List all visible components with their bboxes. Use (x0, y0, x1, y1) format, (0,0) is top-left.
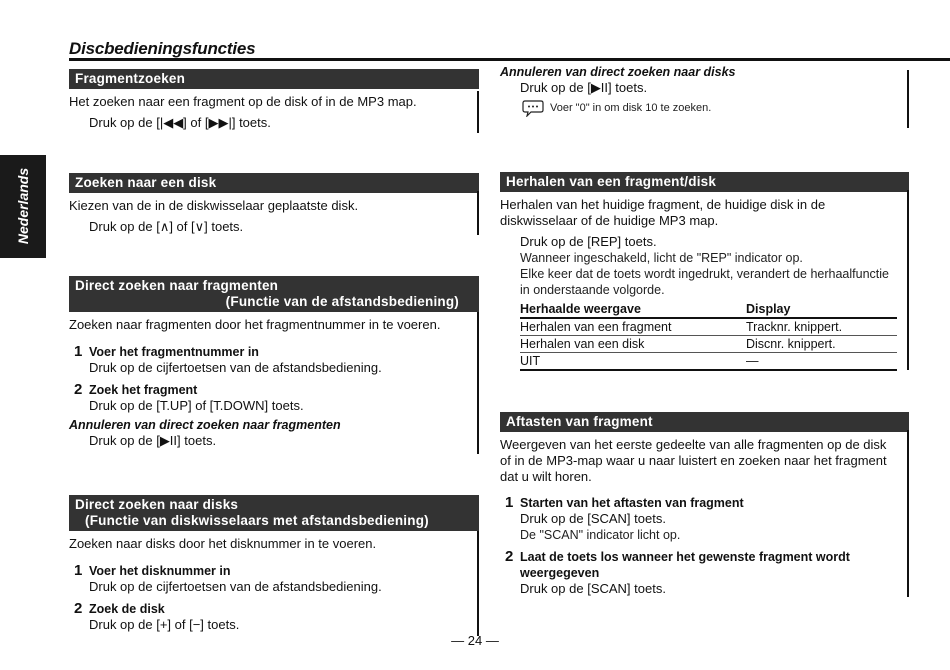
step-title: Zoek de disk (89, 602, 165, 616)
section-description: Zoeken naar disks door het disknummer in te voeren. (69, 536, 377, 551)
section-instruction: Druk op de [|◀◀] of [▶▶|] toets. (89, 115, 271, 130)
step-text: Druk op de [SCAN] toets. (520, 581, 666, 596)
instruction-detail-1: Wanneer ingeschakeld, licht de "REP" indicator op. (520, 251, 803, 265)
section-divider (477, 91, 479, 133)
cancel-text: Druk op de [▶II] toets. (89, 433, 217, 448)
step-1 (69, 563, 479, 595)
section-aftasten (500, 412, 909, 597)
step-1 (69, 344, 479, 376)
table-row (520, 353, 897, 371)
step-number: 2 (505, 548, 514, 565)
step-title: Laat de toets los wanneer het gewenste fragment wordt weergegeven (520, 550, 850, 580)
step-text: Druk op de [SCAN] toets. (520, 511, 666, 526)
section-direct-disks (69, 495, 479, 636)
step-title: Voer het disknummer in (89, 564, 231, 578)
table-header-cell: Display (746, 301, 897, 318)
step-text: Druk op de [T.UP] of [T.DOWN] toets. (89, 398, 304, 413)
page-title: Discbedieningsfuncties (69, 39, 256, 58)
language-tab (0, 155, 46, 258)
section-header-line1: Direct zoeken naar disks (75, 497, 239, 512)
step-title: Starten van het aftasten van fragment (520, 496, 744, 510)
table-cell: UIT (520, 353, 746, 371)
table-row (520, 318, 897, 336)
section-instruction: Druk op de [∧] of [∨] toets. (89, 219, 244, 234)
step-detail: De "SCAN" indicator licht op. (520, 528, 681, 542)
table-cell: Discnr. knippert. (746, 336, 897, 353)
step-2 (69, 382, 479, 414)
section-description: Herhalen van het huidige fragment, de huidige disk in de diskwisselaar of de huidige MP3 map. (500, 197, 826, 228)
repeat-table (520, 301, 897, 371)
table-row (520, 336, 897, 353)
instruction-detail-2: Elke keer dat de toets wordt ingedrukt, verandert de herhaalfunctie in onderstaande volgorde. (520, 267, 889, 297)
step-2 (500, 549, 909, 597)
step-2 (69, 601, 479, 633)
cancel-text: Druk op de [▶II] toets. (520, 80, 648, 95)
section-header: Fragmentzoeken (69, 69, 479, 89)
step-number: 1 (74, 562, 83, 579)
section-header-line2: (Functie van de afstandsbediening) (225, 294, 459, 309)
note-icon (522, 99, 544, 117)
step-title: Voer het fragmentnummer in (89, 345, 259, 359)
section-description: Het zoeken naar een fragment op de disk of in de MP3 map. (69, 94, 417, 109)
table-header-row (520, 301, 897, 318)
section-description: Kiezen van de in de diskwisselaar geplaatste disk. (69, 198, 359, 213)
section-header (69, 276, 479, 312)
step-number: 2 (74, 381, 83, 398)
table-cell: — (746, 353, 897, 371)
table-cell: Tracknr. knippert. (746, 318, 897, 336)
step-number: 1 (74, 343, 83, 360)
section-instruction: Druk op de [REP] toets. (520, 234, 657, 249)
language-tab-label: Nederlands (15, 167, 31, 245)
step-number: 2 (74, 600, 83, 617)
note (522, 99, 909, 117)
step-1 (500, 495, 909, 543)
section-header: Herhalen van een fragment/disk (500, 172, 909, 192)
table-header-cell: Herhaalde weergave (520, 301, 746, 318)
section-description: Zoeken naar fragmenten door het fragmentnummer in te voeren. (69, 317, 441, 332)
section-divider (907, 70, 909, 128)
step-text: Druk op de cijfertoetsen van de afstandsbediening. (89, 579, 382, 594)
section-header: Aftasten van fragment (500, 412, 909, 432)
section-header-line2: (Functie van diskwisselaars met afstandsbediening) (85, 513, 429, 528)
section-divider (477, 191, 479, 235)
note-text: Voer "0" in om disk 10 te zoeken. (550, 102, 712, 114)
step-text: Druk op de cijfertoetsen van de afstandsbediening. (89, 360, 382, 375)
cancel-title: Annuleren van direct zoeken naar fragmenten (69, 418, 341, 432)
section-zoeken-disk (69, 173, 479, 235)
section-herhalen (500, 172, 909, 370)
section-description: Weergeven van het eerste gedeelte van alle fragmenten op de disk of in de MP3-map waar u naar luistert en zoeken naar het fragment dat u wilt horen. (500, 437, 887, 484)
step-number: 1 (505, 494, 514, 511)
section-direct-fragmenten (69, 276, 479, 454)
table-cell: Herhalen van een disk (520, 336, 746, 353)
table-cell: Herhalen van een fragment (520, 318, 746, 336)
cancel-title: Annuleren van direct zoeken naar disks (500, 65, 736, 79)
section-header (69, 495, 479, 531)
step-title: Zoek het fragment (89, 383, 198, 397)
page-number: — 24 — (451, 633, 499, 648)
section-annuleren-disks (500, 64, 909, 128)
section-header-line1: Direct zoeken naar fragmenten (75, 278, 279, 293)
section-fragmentzoeken (69, 69, 479, 133)
section-header: Zoeken naar een disk (69, 173, 479, 193)
section-divider (907, 190, 909, 370)
step-text: Druk op de [+] of [−] toets. (89, 617, 240, 632)
title-rule (69, 58, 950, 61)
